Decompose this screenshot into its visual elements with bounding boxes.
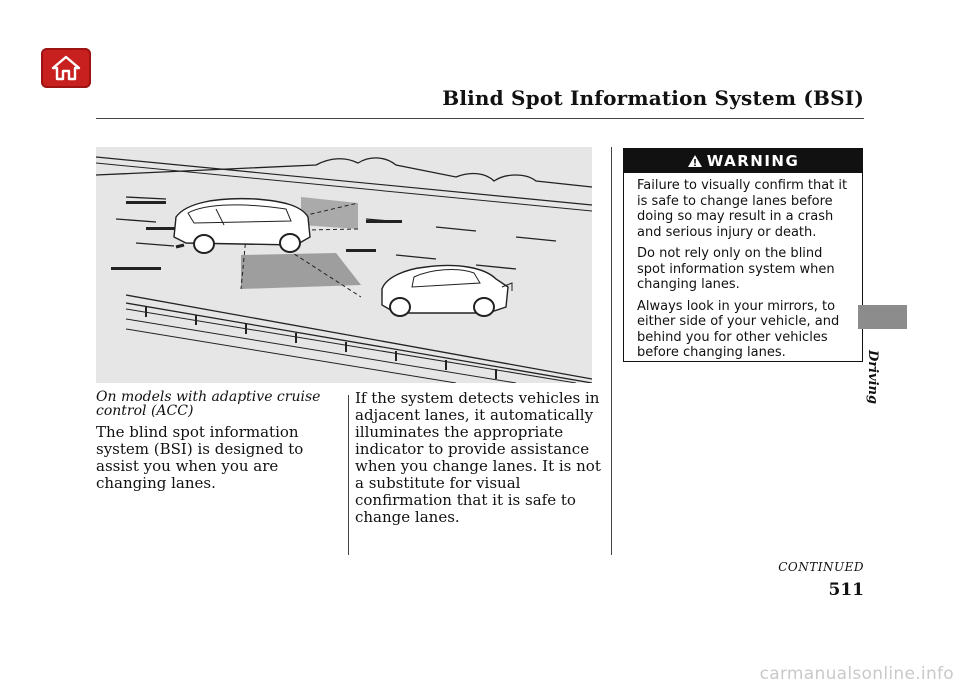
bsi-illustration (96, 147, 592, 383)
highway-illustration (96, 147, 592, 383)
section-tab[interactable] (858, 305, 907, 329)
column-divider (611, 147, 612, 555)
watermark: carmanualsonline.info (759, 664, 954, 684)
home-button[interactable] (41, 48, 91, 88)
warning-header (624, 149, 862, 173)
warning-box (623, 148, 863, 362)
warning-text: Failure to visually confirm that it is safe to change lanes before doing so may result in a crash and serious injury or death. (637, 178, 848, 240)
model-note: On models with adaptive cruise control (ACC) (96, 389, 321, 419)
intro-paragraph: The blind spot information system (BSI) is designed to assist you when you are changing lanes. (96, 423, 304, 492)
warning-heading: WARNING (706, 152, 800, 170)
column-divider (348, 395, 349, 555)
warning-body (624, 173, 862, 361)
header-rule (96, 118, 864, 119)
warning-text: Do not rely only on the blind spot information system when changing lanes. (637, 246, 835, 292)
home-icon (51, 55, 81, 81)
warning-triangle-icon (687, 154, 703, 168)
section-label: Driving (865, 350, 880, 405)
detection-paragraph: If the system detects vehicles in adjacent lanes, it automatically illuminates the appropriate indicator to provide assistance when you change lanes. It is not a substitute for visual confirmation that it is safe to change lanes. (355, 389, 601, 526)
page-title: Blind Spot Information System (BSI) (442, 86, 864, 110)
page-number: 511 (828, 580, 864, 600)
continued-label: CONTINUED (778, 560, 864, 574)
warning-text: Always look in your mirrors, to either side of your vehicle, and behind you for other vehicles before changing lanes. (637, 298, 840, 360)
